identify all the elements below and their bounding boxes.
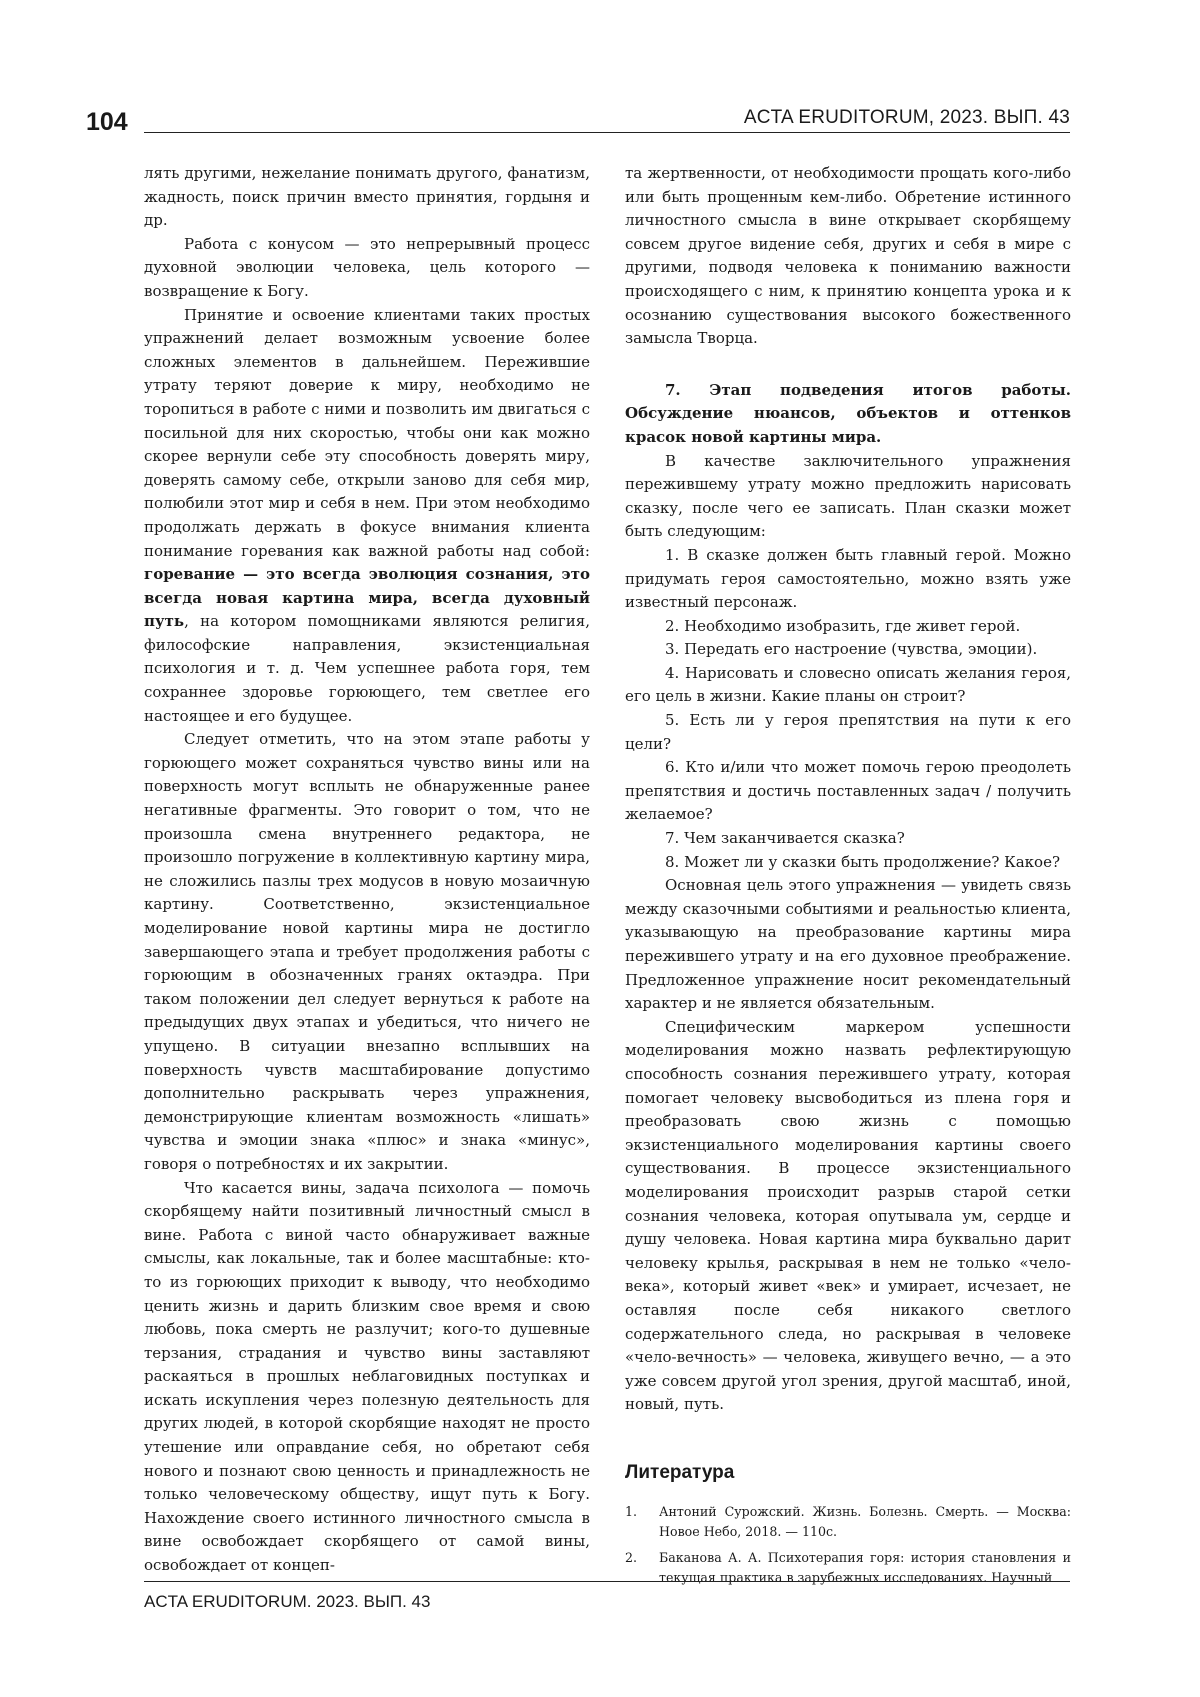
- paragraph: лять другими, нежелание понимать другого, фанатизм, жадность, поиск причин вместо принятия, гордыня и др.: [144, 164, 590, 230]
- running-footer: ACTA ERUDITORUM. 2023. ВЫП. 43: [144, 1592, 431, 1611]
- reference-item: [625, 1548, 1071, 1588]
- footer-rule: [144, 1581, 1070, 1582]
- list-item: 1. В сказке должен быть главный герой. Можно придумать героя самостоятельно, можно взять уже известный персонаж.: [625, 545, 1071, 612]
- header-rule: [144, 132, 1070, 133]
- list-item: 4. Нарисовать и словесно описать желания героя, его цель в жизни. Какие планы он строит?: [625, 663, 1071, 706]
- reference-number: 1.: [625, 1504, 638, 1520]
- list-item: 2. Необходимо изобразить, где живет герой.: [665, 616, 1021, 635]
- paragraph-text: , на котором помощниками являются религия, философские направления, экзистенциальная психология и т. д. Чем успешнее работа горя, тем сохраннее здоровье горюющего, тем светлее его настоящее и его будущее.: [144, 612, 590, 725]
- section-heading: 7. Этап подведения итогов работы. Обсуждение нюансов, объектов и оттенков красок новой картины мира.: [625, 380, 1071, 446]
- reference-text: Антоний Сурожский. Жизнь. Болезнь. Смерть. — Москва: Новое Небо, 2018. — 110с.: [659, 1504, 1071, 1540]
- paragraph: Основная цель этого упражнения — увидеть связь между сказочными событиями и реальностью клиента, указывающую на преобразование картины мира пережившего утрату и на его духовное преображение. Предложенное упражнение носит рекомендательный характер и не является обязательным.: [625, 876, 1071, 1013]
- reference-text: Баканова А. А. Психотерапия горя: история становления и текущая практика в зарубежных исследованиях. Научный: [659, 1550, 1071, 1586]
- left-column: [144, 162, 590, 1578]
- paragraph-text: Принятие и освоение клиентами таких простых упражнений делает возможным усвоение более сложных элементов в дальнейшем. Пережившие утрату теряют доверие к миру, необходимо не торопиться в работе с ними и позволить им двигаться с посильной для них скоростью, чтобы они как можно скорее вернули себе эту способность доверять миру, доверять самому себе, открыли заново для себя мир, полюбили этот мир и себя в нем. При этом необходимо продолжать держать в фокусе внимания клиента понимание горевания как важной работы над собой:: [144, 305, 590, 560]
- list-item: 7. Чем заканчивается сказка?: [665, 829, 905, 848]
- paragraph: Следует отметить, что на этом этапе работы у горюющего может сохраняться чувство вины или на поверхность могут всплыть не обнаруженные ранее негативные фрагменты. Это говорит о том, что не произошла смена внутреннего редактора, не произошло погружение в коллективную картину мира, не сложились пазлы трех модусов в новую мозаичную картину. Соответственно, экзистенциальное моделирование новой картины мира не достигло завершающего этапа и требует продолжения работы с горюющим в обозначенных гранях октаэдра. При таком положении дел следует вернуться к работе на предыдущих двух этапах и убедиться, что ничего не упущено. В ситуации внезапно всплывших на поверхность чувств масштабирование допустимо дополнительно раскрывать через упражнения, демонстрирующие клиентам возможность «лишать» чувства и эмоции знака «плюс» и знака «минус», говоря о потребностях и их закрытии.: [144, 730, 590, 1173]
- right-column: [625, 162, 1071, 1594]
- list-item: 8. Может ли у сказки быть продолжение? Какое?: [665, 852, 1061, 871]
- emphasis-text: горевание — это всегда эволюция сознания, это всегда новая картина мира, всегда духовный путь: [144, 565, 590, 631]
- list-item: 3. Передать его настроение (чувства, эмоции).: [665, 640, 1038, 659]
- reference-number: 2.: [625, 1550, 638, 1566]
- list-item: 5. Есть ли у героя препятствия на пути к его цели?: [625, 711, 1071, 753]
- list-item: 6. Кто и/или что может помочь герою преодолеть препятствия и достичь поставленных задач / получить желаемое?: [625, 758, 1071, 824]
- paragraph: Что касается вины, задача психолога — помочь скорбящему найти позитивный личностный смысл в вине. Работа с виной часто обнаруживает важные смыслы, как локальные, так и более масштабные: кто-то из горюющих приходит к выводу, что необходимо ценить жизнь и дарить близким свое время и свою любовь, пока смерть не разлучит; кого-то душевные терзания, страдания и чувство вины заставляют раскаяться в прошлых неблаговидных поступках и искать искупления через полезную деятельность для других людей, в которой скорбящие находят не просто утешение или оправдание себя, но обретают себя нового и познают свою ценность и принадлежность не только человеческому обществу, ищут путь к Богу. Нахождение своего истинного личностного смысла в вине освобождает скорбящего от самой вины, освобождает от концеп-: [144, 1178, 590, 1575]
- fairy-tale-plan-list: [625, 544, 1071, 874]
- paragraph: [144, 304, 590, 729]
- paragraph: та жертвенности, от необходимости прощать кого-либо или быть прощенным кем-либо. Обретение истинного личностного смысла в вине открывает скорбящему совсем другое видение себя, других и себя в мире с другими, подводя человека к пониманию важности происходящего с ним, к принятию концепта урока и к осознанию существования высокого божественного замысла Творца.: [625, 164, 1071, 348]
- page-number: 104: [86, 108, 128, 136]
- paragraph: В качестве заключительного упражнения пережившему утрату можно предложить нарисовать сказку, после чего ее записать. План сказки может быть следующим:: [625, 451, 1071, 541]
- paragraph: Работа с конусом — это непрерывный процесс духовной эволюции человека, цель которого — возвращение к Богу.: [144, 234, 590, 300]
- paragraph: Специфическим маркером успешности моделирования можно назвать рефлектирующую способность сознания пережившего утрату, которая помогает человеку высвободиться из плена горя и преобразовать свою жизнь с помощью экзистенциального моделирования картины своего существования. В процессе экзистенциального моделирования происходит разрыв старой сетки сознания человека, которая опутывала ум, сердце и душу человека. Новая картина мира буквально дарит человеку крылья, раскрывая в нем не только «чело-века», который живет «век» и умирает, исчезает, не оставляя после себя никакого светлого содержательного следа, но раскрывая в человеке «чело-вечность» — человека, живущего вечно, — а это уже совсем другой угол зрения, другой масштаб, иной, новый, путь.: [625, 1017, 1071, 1414]
- references-heading: Литература: [625, 1461, 735, 1483]
- reference-item: [625, 1502, 1071, 1542]
- running-header: ACTA ERUDITORUM, 2023. ВЫП. 43: [743, 107, 1070, 128]
